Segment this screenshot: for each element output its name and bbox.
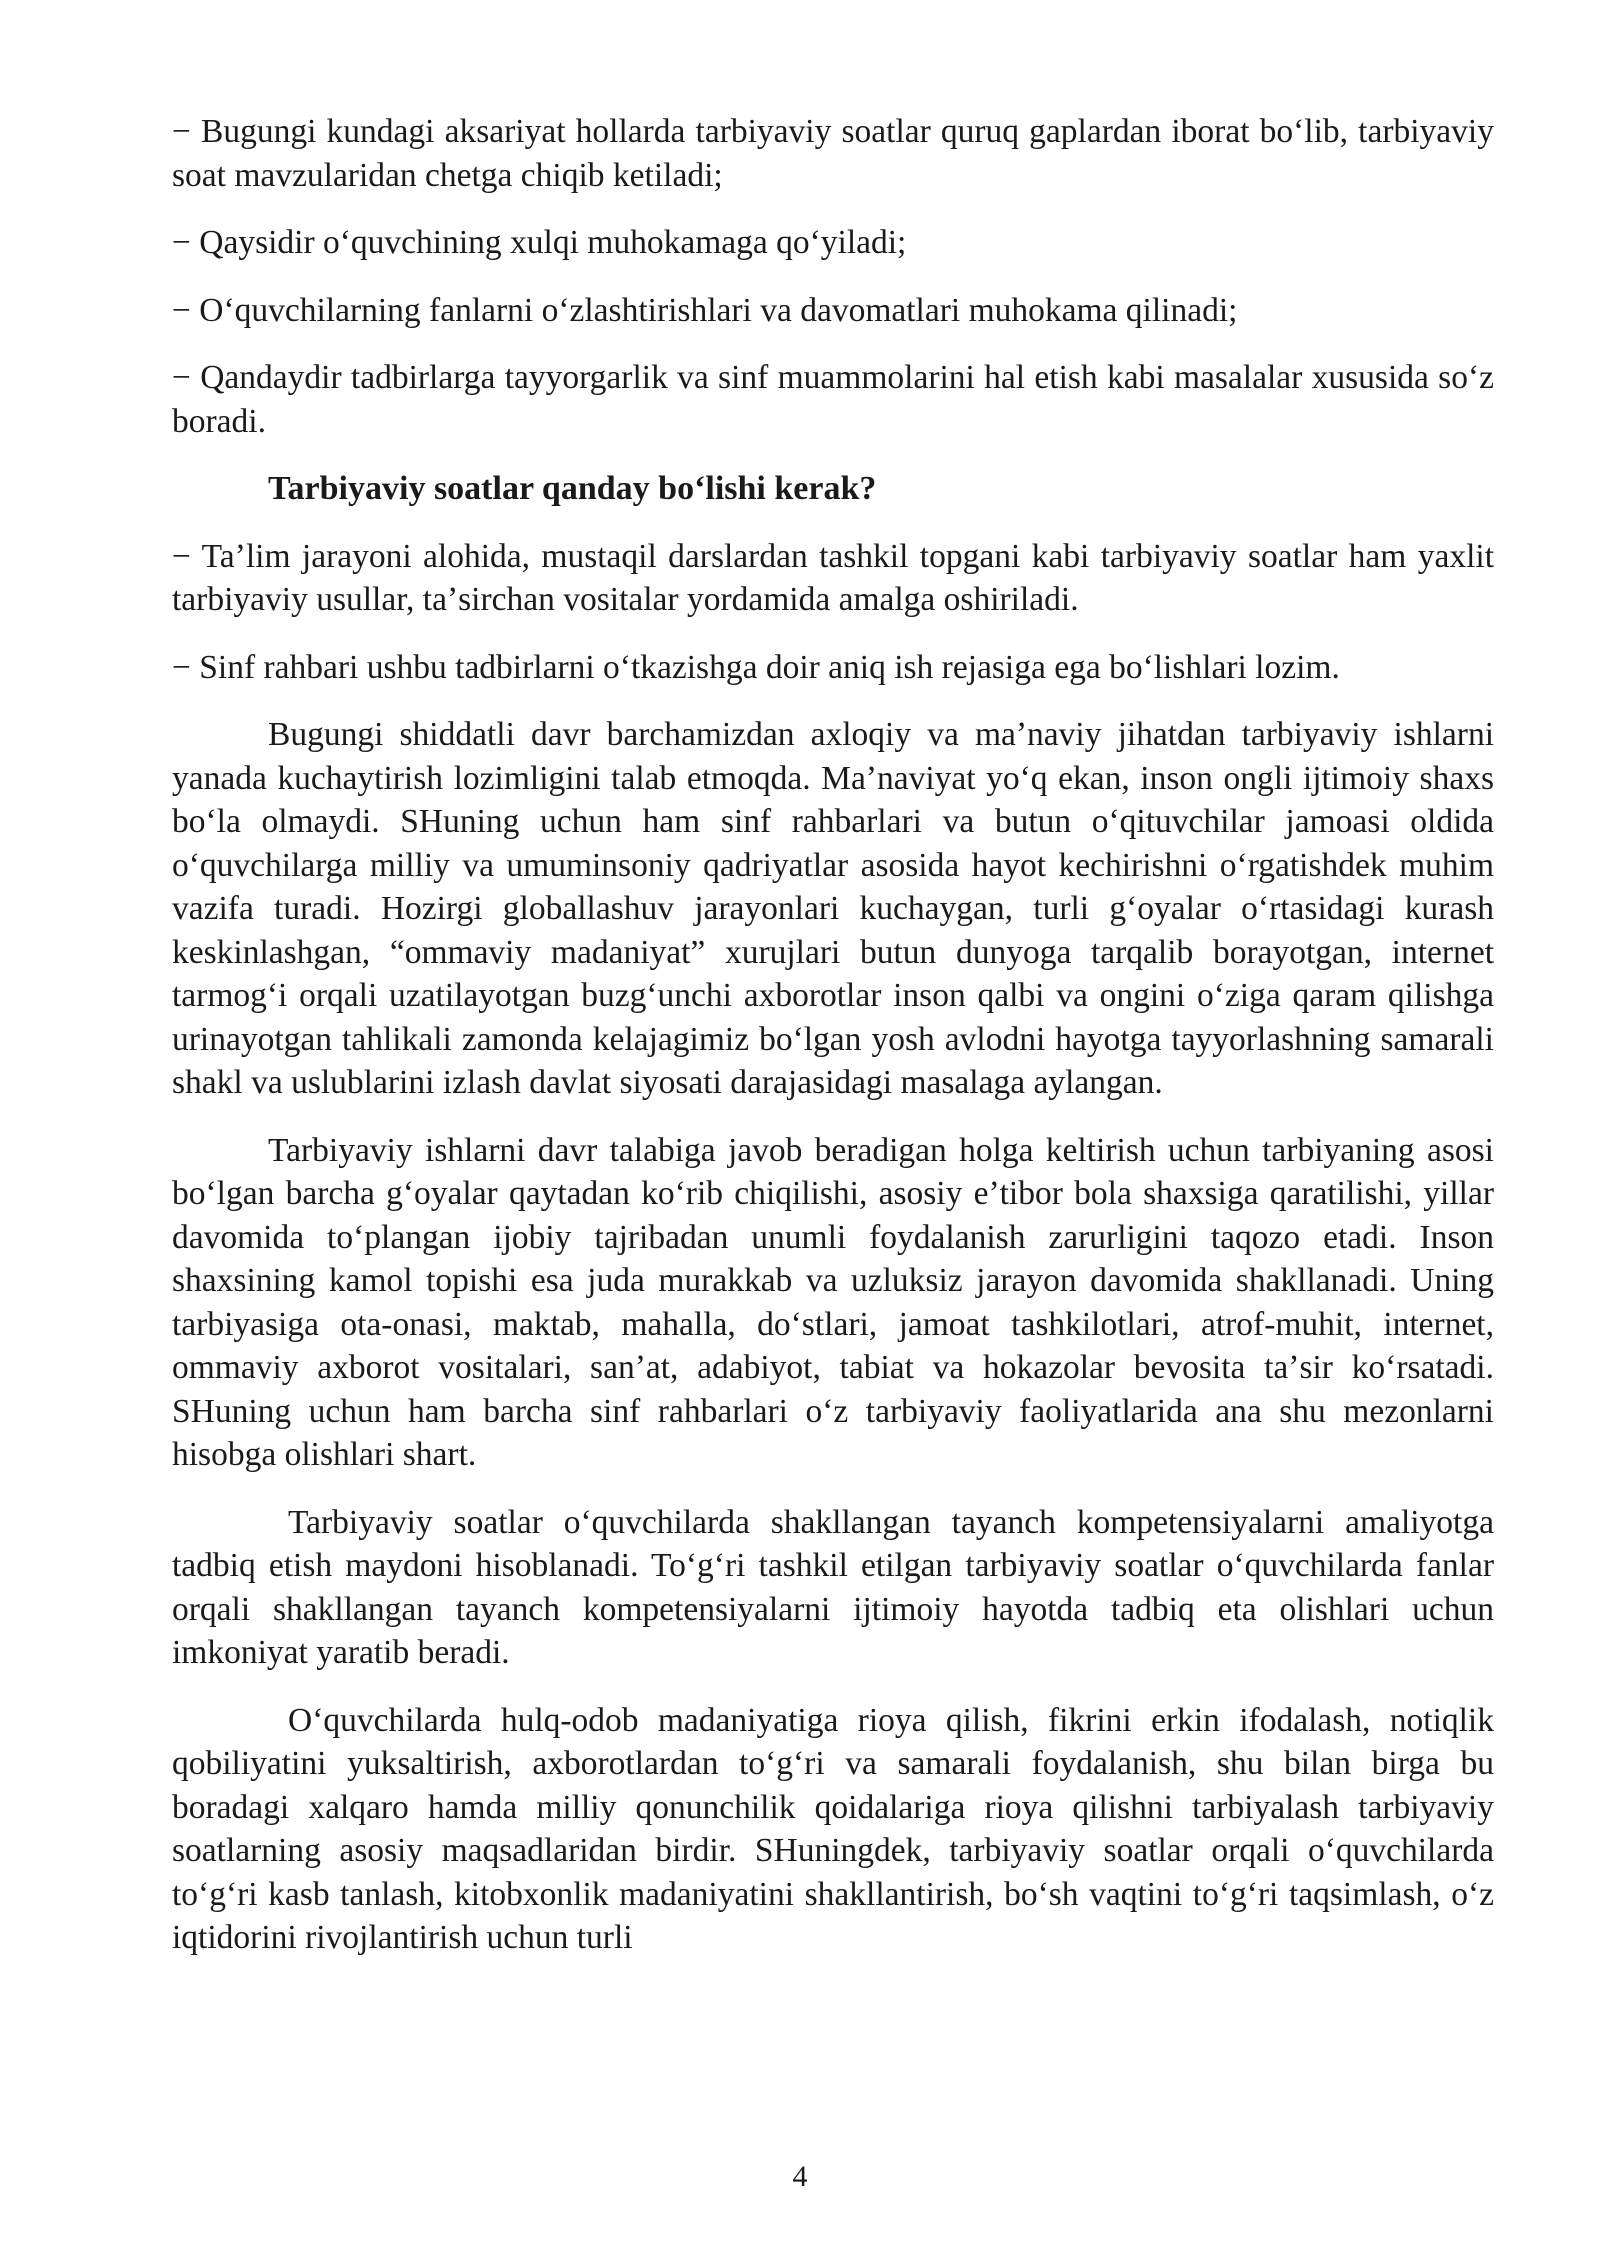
list-item: − Taʼlim jarayoni alohida, mustaqil darslardan tashkil topgani kabi tarbiyaviy soatlar ham yaxlit tarbiyaviy usullar, taʼsirchan vositalar yordamida amalga oshiriladi. (172, 537, 1494, 618)
body-paragraph: Bugungi shiddatli davr barchamizdan axloqiy va maʼnaviy jihatdan tarbiyaviy ishlarni yanada kuchaytirish lozimligini talab etmoqda. Maʼnaviyat yoʻq ekan, inson ongli ijtimoiy shaxs boʻla olmaydi. SHuning uchun ham sinf rahbarlari va butun oʻqituvchilar jamoasi oldida oʻquvchilarga milliy va umuminsoniy qadriyatlar asosida hayot kechirishni oʻrgatishdek muhim vazifa turadi. Hozirgi globallashuv jarayonlari kuchaygan, turli gʻoyalar oʻrtasidagi kurash keskinlashgan, “ommaviy madaniyat” xurujlari butun dunyoga tarqalib borayotgan, internet tarmogʻi orqali uzatilayotgan buzgʻunchi axborotlar inson qalbi va ongini oʻziga qaram qilishga urinayotgan tahlikali zamonda kelajagimiz boʻlgan yosh avlodni hayotga tayyorlashning samarali shakl va uslublarini izlash davlat siyosati darajasidagi masalaga aylangan. (172, 716, 1494, 1101)
body-paragraph: Tarbiyaviy ishlarni davr talabiga javob beradigan holga keltirish uchun tarbiyaning asosi boʻlgan barcha gʻoyalar qaytadan koʻrib chiqilishi, asosiy eʼtibor bola shaxsiga qaratilishi, yillar davomida toʻplangan ijobiy tajribadan unumli foydalanish zarurligini taqozo etadi. Inson shaxsining kamol topishi esa juda murakkab va uzluksiz jarayon davomida shakllanadi. Uning tarbiyasiga ota-onasi, maktab, mahalla, doʻstlari, jamoat tashkilotlari, atrof-muhit, internet, ommaviy axborot vositalari, sanʼat, adabiyot, tabiat va hokazolar bevosita taʼsir koʻrsatadi. SHuning uchun ham barcha sinf rahbarlari oʻz tarbiyaviy faoliyatlarida ana shu mezonlarni hisobga olishlari shart. (172, 1131, 1494, 1473)
list-item: − Qaysidir oʻquvchining xulqi muhokamaga qoʻyiladi; (172, 224, 907, 261)
list-item: − Sinf rahbari ushbu tadbirlarni oʻtkazishga doir aniq ish rejasiga ega boʻlishlari lozim. (172, 648, 1340, 686)
list-item: − Qandaydir tadbirlarga tayyorgarlik va sinf muammolarini hal etish kabi masalalar xususida soʻz boradi. (172, 359, 1494, 440)
document-page (172, 110, 1494, 1984)
section-heading: Tarbiyaviy soatlar qanday boʻlishi kerak? (268, 470, 877, 507)
list-item: − Bugungi kundagi aksariyat hollarda tarbiyaviy soatlar quruq gaplardan iborat boʻlib, tarbiyaviy soat mavzularidan chetga chiqib ketiladi; (172, 113, 1494, 194)
body-paragraph: Tarbiyaviy soatlar oʻquvchilarda shakllangan tayanch kompetensiyalarni amaliyotga tadbiq etish maydoni hisoblanadi. Toʻgʻri tashkil etilgan tarbiyaviy soatlar oʻquvchilarda fanlar orqali shakllangan tayanch kompetensiyalarni ijtimoiy hayotda tadbiq eta olishlari uchun imkoniyat yaratib beradi. (172, 1503, 1494, 1671)
body-paragraph: Oʻquvchilarda hulq-odob madaniyatiga rioya qilish, fikrini erkin ifodalash, notiqlik qobiliyatini yuksaltirish, axborotlardan toʻgʻri va samarali foydalanish, shu bilan birga bu boradagi xalqaro hamda milliy qonunchilik qoidalariga rioya qilishni tarbiyalash tarbiyaviy soatlarning asosiy maqsadlaridan birdir. SHuningdek, tarbiyaviy soatlar orqali oʻquvchilarda toʻgʻri kasb tanlash, kitobxonlik madaniyatini shakllantirish, boʻsh vaqtini toʻgʻri taqsimlash, oʻz iqtidorini rivojlantirish uchun turli (172, 1701, 1494, 1956)
page-number: 4 (792, 2160, 808, 2193)
list-item: − Oʻquvchilarning fanlarni oʻzlashtirishlari va davomatlari muhokama qilinadi; (172, 291, 1238, 329)
